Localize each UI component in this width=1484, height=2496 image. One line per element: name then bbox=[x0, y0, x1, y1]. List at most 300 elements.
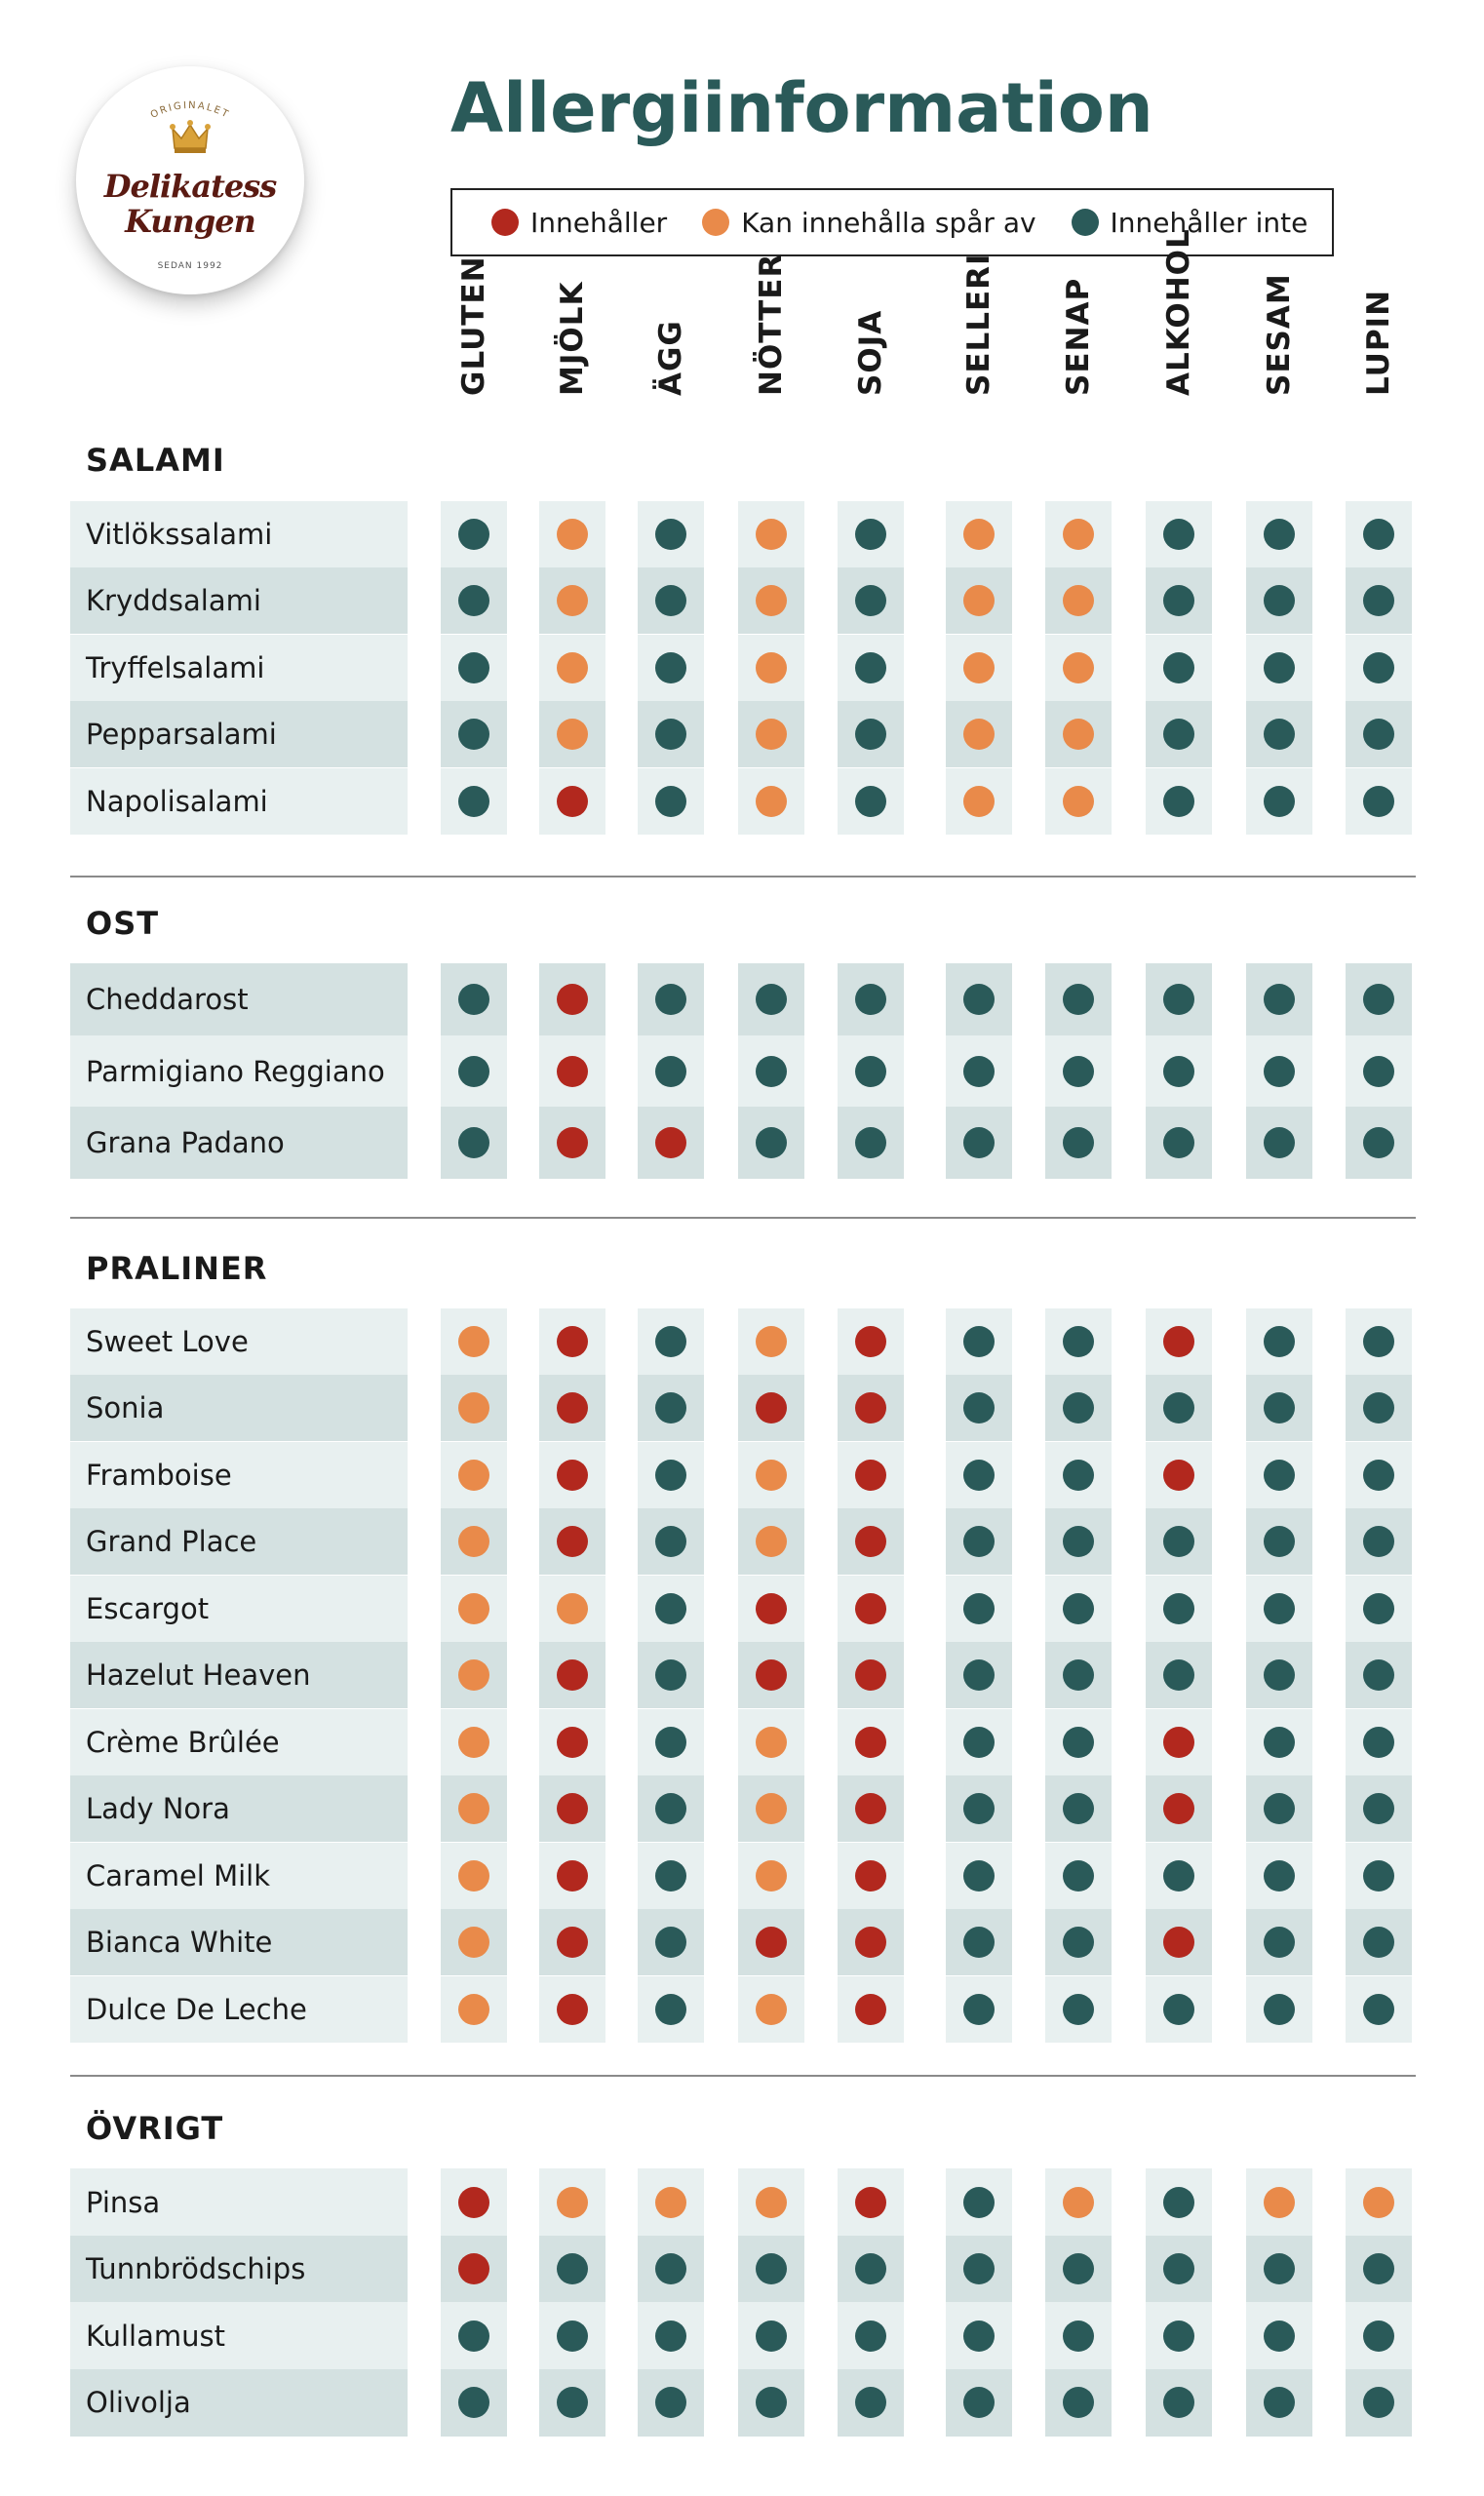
allergen-cell bbox=[738, 1308, 804, 1375]
allergen-cell bbox=[738, 501, 804, 567]
product-name: Sweet Love bbox=[70, 1308, 408, 1375]
allergen-cell bbox=[539, 501, 605, 567]
status-dot-icon bbox=[1264, 519, 1295, 550]
status-dot-icon bbox=[855, 1127, 886, 1158]
status-dot-icon bbox=[1063, 1994, 1094, 2025]
status-dot-icon bbox=[1163, 786, 1194, 817]
allergen-cell bbox=[838, 1308, 904, 1375]
allergen-cell bbox=[441, 1775, 507, 1842]
allergen-cell bbox=[638, 2369, 704, 2437]
status-dot-icon bbox=[855, 984, 886, 1015]
status-dot-icon bbox=[1363, 1460, 1394, 1491]
status-dot-icon bbox=[1363, 1326, 1394, 1357]
allergen-cell bbox=[539, 701, 605, 767]
status-dot-icon bbox=[1264, 1994, 1295, 2025]
allergen-cell bbox=[1246, 1709, 1312, 1775]
status-dot-icon bbox=[963, 1526, 995, 1557]
status-dot-icon bbox=[1063, 1860, 1094, 1892]
allergen-cell bbox=[1146, 768, 1212, 835]
allergen-cell bbox=[1045, 567, 1112, 634]
allergen-cell bbox=[441, 1976, 507, 2043]
allergen-cell bbox=[1346, 963, 1412, 1035]
allergen-cell bbox=[1246, 1775, 1312, 1842]
status-dot-icon bbox=[557, 1392, 588, 1424]
status-dot-icon bbox=[655, 1056, 686, 1087]
allergen-cell bbox=[638, 567, 704, 634]
allergen-cell bbox=[946, 1843, 1012, 1909]
allergen-cell bbox=[539, 1576, 605, 1642]
status-dot-icon bbox=[855, 519, 886, 550]
allergen-cell bbox=[738, 567, 804, 634]
allergen-cell bbox=[1346, 701, 1412, 767]
legend bbox=[450, 188, 1334, 256]
status-dot-icon bbox=[1363, 1392, 1394, 1424]
allergen-cell bbox=[638, 1508, 704, 1575]
allergen-cell bbox=[1346, 1375, 1412, 1441]
allergen-cell bbox=[946, 1576, 1012, 1642]
allergen-cell bbox=[946, 635, 1012, 701]
allergen-cell bbox=[838, 2369, 904, 2437]
allergen-cell bbox=[838, 501, 904, 567]
status-dot-icon bbox=[855, 1994, 886, 2025]
status-dot-icon bbox=[963, 2187, 995, 2218]
allergen-cell bbox=[1246, 567, 1312, 634]
status-dot-icon bbox=[1363, 1994, 1394, 2025]
column-header-nötter bbox=[732, 253, 810, 431]
allergen-cell bbox=[1346, 2236, 1412, 2303]
allergen-cell bbox=[1045, 701, 1112, 767]
status-dot-icon bbox=[655, 1994, 686, 2025]
allergen-cell bbox=[539, 1976, 605, 2043]
status-dot-icon bbox=[458, 1392, 489, 1424]
allergen-cell bbox=[838, 1035, 904, 1108]
status-dot-icon bbox=[855, 1727, 886, 1758]
status-dot-icon bbox=[1163, 1392, 1194, 1424]
allergen-cell bbox=[738, 1035, 804, 1108]
allergen-cell bbox=[539, 1508, 605, 1575]
status-dot-icon bbox=[557, 2320, 588, 2352]
status-dot-icon bbox=[963, 1860, 995, 1892]
status-dot-icon bbox=[655, 1927, 686, 1958]
status-dot-icon bbox=[1063, 2253, 1094, 2284]
status-dot-icon bbox=[1363, 719, 1394, 750]
status-dot-icon bbox=[963, 1460, 995, 1491]
status-dot-icon bbox=[1163, 2253, 1194, 2284]
logo-arc-text: ORIGINALET bbox=[148, 99, 232, 121]
status-dot-icon bbox=[1363, 1727, 1394, 1758]
status-dot-icon bbox=[855, 1392, 886, 1424]
status-dot-icon bbox=[1264, 2253, 1295, 2284]
allergen-cell bbox=[1045, 1107, 1112, 1179]
product-name: Dulce De Leche bbox=[70, 1976, 408, 2043]
status-dot-icon bbox=[855, 1927, 886, 1958]
status-dot-icon bbox=[963, 1326, 995, 1357]
status-dot-icon bbox=[1264, 1326, 1295, 1357]
status-dot-icon bbox=[855, 1793, 886, 1824]
allergen-cell bbox=[738, 1843, 804, 1909]
status-dot-icon bbox=[458, 1460, 489, 1491]
status-dot-icon bbox=[855, 719, 886, 750]
status-dot-icon bbox=[756, 1593, 787, 1624]
allergen-cell bbox=[1346, 1909, 1412, 1975]
logo-brand-line2: Kungen bbox=[125, 203, 255, 240]
allergen-cell bbox=[1146, 1843, 1212, 1909]
status-dot-icon bbox=[855, 1526, 886, 1557]
allergen-cell bbox=[441, 2168, 507, 2236]
allergen-cell bbox=[1146, 501, 1212, 567]
status-dot-icon bbox=[458, 652, 489, 683]
section-title: OST bbox=[86, 905, 160, 942]
status-dot-icon bbox=[1163, 519, 1194, 550]
allergen-cell bbox=[1346, 1035, 1412, 1108]
status-dot-icon bbox=[1163, 1727, 1194, 1758]
allergen-cell bbox=[1346, 1107, 1412, 1179]
status-dot-icon bbox=[557, 984, 588, 1015]
status-dot-icon bbox=[855, 1460, 886, 1491]
allergen-cell bbox=[638, 635, 704, 701]
status-dot-icon bbox=[1363, 2253, 1394, 2284]
status-dot-icon bbox=[1264, 1056, 1295, 1087]
status-dot-icon bbox=[1363, 1056, 1394, 1087]
allergen-cell bbox=[539, 1035, 605, 1108]
status-dot-icon bbox=[1063, 719, 1094, 750]
allergen-cell bbox=[1246, 2369, 1312, 2437]
allergen-cell bbox=[1246, 1375, 1312, 1441]
status-dot-icon bbox=[1163, 1326, 1194, 1357]
status-dot-icon bbox=[855, 652, 886, 683]
status-dot-icon bbox=[756, 2387, 787, 2418]
status-dot-icon bbox=[963, 652, 995, 683]
status-dot-icon bbox=[557, 1860, 588, 1892]
product-name: Hazelut Heaven bbox=[70, 1642, 408, 1708]
status-dot-icon bbox=[1063, 519, 1094, 550]
status-dot-icon bbox=[963, 585, 995, 616]
status-dot-icon bbox=[557, 1593, 588, 1624]
allergen-cell bbox=[539, 1909, 605, 1975]
product-name: Grand Place bbox=[70, 1508, 408, 1575]
status-dot-icon bbox=[1063, 1727, 1094, 1758]
column-header-gluten bbox=[435, 255, 513, 431]
column-header-label: LUPIN bbox=[1361, 289, 1396, 396]
allergen-cell bbox=[1146, 1709, 1212, 1775]
status-dot-icon bbox=[655, 1727, 686, 1758]
status-dot-icon bbox=[458, 2320, 489, 2352]
allergen-cell bbox=[441, 1709, 507, 1775]
allergen-cell bbox=[638, 1775, 704, 1842]
status-dot-icon bbox=[655, 2253, 686, 2284]
column-header-label: MJÖLK bbox=[555, 281, 590, 396]
status-dot-icon bbox=[1264, 1727, 1295, 1758]
allergen-cell bbox=[441, 1843, 507, 1909]
status-dot-icon bbox=[1163, 1659, 1194, 1691]
status-dot-icon bbox=[1363, 1127, 1394, 1158]
status-dot-icon bbox=[1363, 1860, 1394, 1892]
allergen-cell bbox=[738, 1576, 804, 1642]
status-dot-icon bbox=[1063, 2187, 1094, 2218]
allergen-cell bbox=[1045, 1909, 1112, 1975]
product-name: Kryddsalami bbox=[70, 567, 408, 634]
allergen-cell bbox=[1246, 1976, 1312, 2043]
allergen-cell bbox=[539, 1642, 605, 1708]
allergen-cell bbox=[946, 1508, 1012, 1575]
logo-since: SEDAN 1992 bbox=[157, 261, 223, 271]
allergen-cell bbox=[946, 567, 1012, 634]
allergen-cell bbox=[1346, 1508, 1412, 1575]
status-dot-icon bbox=[1264, 1127, 1295, 1158]
allergen-cell bbox=[946, 768, 1012, 835]
allergen-cell bbox=[838, 701, 904, 767]
column-header-senap bbox=[1039, 265, 1117, 431]
allergen-cell bbox=[638, 1035, 704, 1108]
legend-dot-icon bbox=[702, 209, 729, 236]
legend-dot-icon bbox=[1072, 209, 1099, 236]
allergen-cell bbox=[1146, 2302, 1212, 2369]
allergen-cell bbox=[539, 567, 605, 634]
allergen-cell bbox=[1246, 2302, 1312, 2369]
allergen-cell bbox=[539, 1107, 605, 1179]
product-name: Olivolja bbox=[70, 2369, 408, 2437]
allergen-cell bbox=[1146, 1107, 1212, 1179]
status-dot-icon bbox=[756, 1526, 787, 1557]
status-dot-icon bbox=[1264, 719, 1295, 750]
allergen-cell bbox=[1346, 1576, 1412, 1642]
allergen-cell bbox=[1146, 1775, 1212, 1842]
status-dot-icon bbox=[655, 786, 686, 817]
status-dot-icon bbox=[557, 1526, 588, 1557]
allergen-cell bbox=[441, 1308, 507, 1375]
allergen-cell bbox=[1246, 768, 1312, 835]
allergen-cell bbox=[946, 701, 1012, 767]
allergen-cell bbox=[838, 963, 904, 1035]
allergen-cell bbox=[1346, 1308, 1412, 1375]
allergen-cell bbox=[738, 1375, 804, 1441]
allergen-cell bbox=[1246, 1576, 1312, 1642]
status-dot-icon bbox=[1363, 2387, 1394, 2418]
allergen-cell bbox=[1346, 2302, 1412, 2369]
status-dot-icon bbox=[756, 984, 787, 1015]
allergen-cell bbox=[1246, 963, 1312, 1035]
status-dot-icon bbox=[1163, 1056, 1194, 1087]
status-dot-icon bbox=[557, 652, 588, 683]
status-dot-icon bbox=[458, 1526, 489, 1557]
status-dot-icon bbox=[458, 1593, 489, 1624]
allergen-cell bbox=[638, 501, 704, 567]
column-header-label: NÖTTER bbox=[754, 253, 789, 396]
allergen-cell bbox=[738, 1976, 804, 2043]
allergen-cell bbox=[1045, 2302, 1112, 2369]
legend-label: Innehåller bbox=[530, 206, 668, 239]
allergen-cell bbox=[1246, 1107, 1312, 1179]
status-dot-icon bbox=[557, 2187, 588, 2218]
allergen-cell bbox=[1346, 1442, 1412, 1508]
status-dot-icon bbox=[1363, 519, 1394, 550]
status-dot-icon bbox=[1363, 652, 1394, 683]
status-dot-icon bbox=[1264, 1659, 1295, 1691]
status-dot-icon bbox=[655, 519, 686, 550]
status-dot-icon bbox=[458, 1056, 489, 1087]
allergen-cell bbox=[1045, 501, 1112, 567]
status-dot-icon bbox=[963, 1659, 995, 1691]
column-header-alkohol bbox=[1140, 228, 1218, 431]
status-dot-icon bbox=[963, 984, 995, 1015]
allergen-cell bbox=[539, 768, 605, 835]
legend-label: Kan innehålla spår av bbox=[741, 206, 1036, 239]
allergen-cell bbox=[1045, 2369, 1112, 2437]
allergen-cell bbox=[441, 567, 507, 634]
status-dot-icon bbox=[557, 1659, 588, 1691]
allergen-cell bbox=[946, 1375, 1012, 1441]
status-dot-icon bbox=[1363, 585, 1394, 616]
status-dot-icon bbox=[1264, 786, 1295, 817]
status-dot-icon bbox=[655, 2187, 686, 2218]
status-dot-icon bbox=[1264, 1526, 1295, 1557]
status-dot-icon bbox=[458, 786, 489, 817]
allergen-cell bbox=[738, 1909, 804, 1975]
product-name: Caramel Milk bbox=[70, 1843, 408, 1909]
allergen-cell bbox=[638, 701, 704, 767]
status-dot-icon bbox=[655, 984, 686, 1015]
status-dot-icon bbox=[557, 1727, 588, 1758]
status-dot-icon bbox=[1264, 2387, 1295, 2418]
allergen-cell bbox=[738, 2302, 804, 2369]
status-dot-icon bbox=[855, 2387, 886, 2418]
status-dot-icon bbox=[655, 652, 686, 683]
allergen-cell bbox=[638, 1442, 704, 1508]
status-dot-icon bbox=[557, 719, 588, 750]
status-dot-icon bbox=[655, 1127, 686, 1158]
status-dot-icon bbox=[557, 1793, 588, 1824]
section-divider bbox=[70, 1217, 1416, 1219]
status-dot-icon bbox=[855, 786, 886, 817]
legend-item bbox=[491, 207, 667, 239]
allergen-cell bbox=[1045, 1642, 1112, 1708]
allergen-cell bbox=[441, 1035, 507, 1108]
allergen-cell bbox=[441, 1909, 507, 1975]
status-dot-icon bbox=[756, 1392, 787, 1424]
status-dot-icon bbox=[756, 786, 787, 817]
allergen-cell bbox=[1146, 701, 1212, 767]
status-dot-icon bbox=[1163, 2187, 1194, 2218]
section-divider bbox=[70, 876, 1416, 878]
allergen-cell bbox=[1045, 2168, 1112, 2236]
allergen-cell bbox=[1246, 701, 1312, 767]
product-name: Sonia bbox=[70, 1375, 408, 1441]
allergen-cell bbox=[1246, 1909, 1312, 1975]
allergen-cell bbox=[1246, 635, 1312, 701]
column-header-sesam bbox=[1240, 265, 1318, 431]
product-name: Vitlökssalami bbox=[70, 501, 408, 567]
status-dot-icon bbox=[756, 1056, 787, 1087]
status-dot-icon bbox=[1163, 1927, 1194, 1958]
product-name: Napolisalami bbox=[70, 768, 408, 835]
product-name: Framboise bbox=[70, 1442, 408, 1508]
status-dot-icon bbox=[655, 2387, 686, 2418]
status-dot-icon bbox=[557, 1127, 588, 1158]
allergen-cell bbox=[539, 2168, 605, 2236]
status-dot-icon bbox=[1063, 1460, 1094, 1491]
column-header-soja bbox=[832, 265, 910, 431]
column-header-ägg bbox=[632, 265, 710, 431]
allergen-cell bbox=[1146, 1976, 1212, 2043]
status-dot-icon bbox=[1264, 1392, 1295, 1424]
status-dot-icon bbox=[1063, 984, 1094, 1015]
status-dot-icon bbox=[963, 786, 995, 817]
status-dot-icon bbox=[458, 1927, 489, 1958]
allergen-cell bbox=[638, 963, 704, 1035]
status-dot-icon bbox=[458, 1727, 489, 1758]
status-dot-icon bbox=[1163, 1526, 1194, 1557]
allergen-cell bbox=[1045, 1709, 1112, 1775]
allergen-cell bbox=[838, 1976, 904, 2043]
allergen-cell bbox=[946, 1642, 1012, 1708]
allergen-cell bbox=[441, 1375, 507, 1441]
status-dot-icon bbox=[557, 1056, 588, 1087]
allergen-cell bbox=[441, 701, 507, 767]
allergen-cell bbox=[638, 1909, 704, 1975]
status-dot-icon bbox=[756, 1659, 787, 1691]
status-dot-icon bbox=[1163, 1460, 1194, 1491]
allergen-cell bbox=[1045, 1843, 1112, 1909]
column-header-label: SESAM bbox=[1262, 273, 1297, 396]
allergen-cell bbox=[738, 2369, 804, 2437]
status-dot-icon bbox=[1063, 1056, 1094, 1087]
section-title: PRALINER bbox=[86, 1250, 268, 1287]
crown-icon bbox=[170, 120, 211, 153]
allergen-cell bbox=[441, 2302, 507, 2369]
allergen-cell bbox=[838, 1642, 904, 1708]
status-dot-icon bbox=[963, 519, 995, 550]
status-dot-icon bbox=[1264, 2187, 1295, 2218]
status-dot-icon bbox=[655, 585, 686, 616]
allergen-cell bbox=[638, 1642, 704, 1708]
status-dot-icon bbox=[963, 2253, 995, 2284]
status-dot-icon bbox=[1363, 1659, 1394, 1691]
allergen-cell bbox=[1246, 1035, 1312, 1108]
allergen-cell bbox=[1246, 1508, 1312, 1575]
allergen-cell bbox=[838, 1375, 904, 1441]
allergen-cell bbox=[738, 2168, 804, 2236]
allergen-cell bbox=[1146, 1308, 1212, 1375]
status-dot-icon bbox=[963, 2320, 995, 2352]
status-dot-icon bbox=[655, 1793, 686, 1824]
status-dot-icon bbox=[1264, 1460, 1295, 1491]
status-dot-icon bbox=[963, 1994, 995, 2025]
allergen-cell bbox=[946, 501, 1012, 567]
allergen-cell bbox=[539, 1775, 605, 1842]
allergen-cell bbox=[539, 1308, 605, 1375]
status-dot-icon bbox=[855, 1860, 886, 1892]
status-dot-icon bbox=[1264, 585, 1295, 616]
allergen-cell bbox=[838, 2168, 904, 2236]
status-dot-icon bbox=[458, 1860, 489, 1892]
allergen-cell bbox=[1346, 567, 1412, 634]
product-name: Bianca White bbox=[70, 1909, 408, 1975]
allergen-cell bbox=[738, 701, 804, 767]
status-dot-icon bbox=[756, 719, 787, 750]
column-header-label: GLUTEN bbox=[456, 255, 491, 396]
allergen-cell bbox=[946, 1909, 1012, 1975]
svg-text:ORIGINALET bbox=[149, 100, 231, 121]
column-header-lupin bbox=[1340, 265, 1418, 431]
status-dot-icon bbox=[756, 1994, 787, 2025]
status-dot-icon bbox=[1063, 585, 1094, 616]
product-name: Crème Brûlée bbox=[70, 1709, 408, 1775]
section-title: SALAMI bbox=[86, 442, 225, 479]
allergen-cell bbox=[638, 2236, 704, 2303]
allergen-cell bbox=[441, 501, 507, 567]
allergen-cell bbox=[946, 1709, 1012, 1775]
status-dot-icon bbox=[1063, 2387, 1094, 2418]
